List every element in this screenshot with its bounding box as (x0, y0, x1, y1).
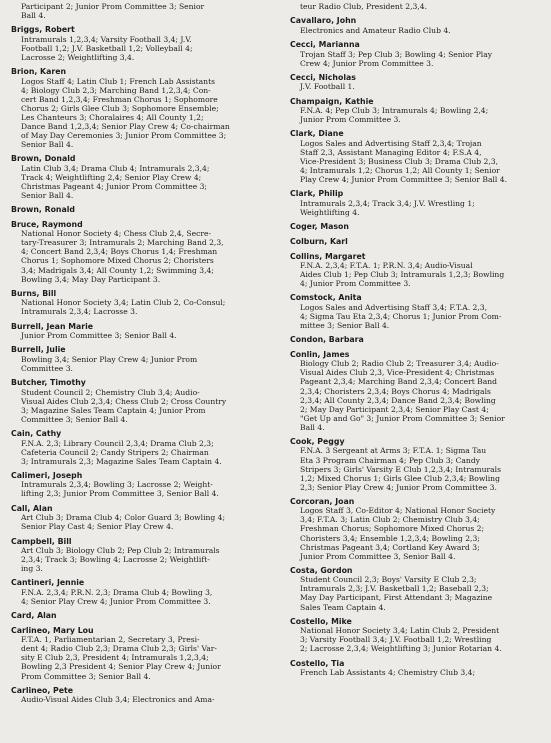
senior-name: Costa, Gordon (290, 565, 353, 575)
senior-entry (290, 129, 546, 184)
senior-activities: F.N.A. 2,3; Library Council 2,3,4; Drama Club 2,3; Cafeteria Council 2; Candy Stripers 2; Chairman 3; Intramurals 2,3; Magazine Sales Team Captain 4. (21, 438, 222, 466)
senior-entry (11, 537, 279, 574)
senior-activities: Art Club 3; Biology Club 2; Pep Club 2; Intramurals 2,3,4; Track 3; Bowling 4; Lacrosse 2; Weightlift- ing 3. (21, 545, 220, 574)
senior-name: Cavallaro, John (290, 16, 357, 26)
senior-entry (290, 437, 546, 492)
senior-entry (290, 566, 546, 612)
senior-entry (11, 471, 279, 499)
senior-entry (290, 252, 546, 289)
senior-activities: Logos Sales and Advertising Staff 3,4; F.T.A. 2,3, 4; Sigma Tau Eta 2,3,4; Chorus 1; Junior Prom Com- mittee 3; Senior Ball 4. (300, 302, 502, 330)
senior-activities: National Honor Society 3,4; Latin Club 2, President 3; Varsity Football 3,4; J.V. Football 1,2; Wrestling 2; Lacrosse 2,3,4; Weightlifting 3; Junior Rotarian 4. (300, 626, 502, 654)
senior-activities: Student Council 2; Chemistry Club 3,4; Audio- Visual Aides Club 2,3,4; Chess Club 2; Cross Country 3; Magazine Sales Team Captain 4; Junior Prom Committee 3; Senior Ball 4. (21, 387, 227, 424)
senior-entry (11, 205, 279, 214)
senior-entry (290, 659, 546, 677)
senior-name: Carlineo, Pete (11, 685, 74, 695)
senior-entry (290, 335, 546, 344)
senior-name: Card, Alan (11, 611, 57, 621)
senior-name: Brown, Ronald (11, 205, 76, 215)
senior-activities: Junior Prom Committee 3; Senior Ball 4. (21, 331, 177, 341)
senior-entry (290, 16, 546, 34)
senior-name: Comstock, Anita (290, 293, 362, 303)
senior-entry (290, 497, 546, 561)
senior-entry (290, 189, 546, 217)
senior-name: Burns, Bill (11, 288, 57, 298)
senior-entry (290, 237, 546, 246)
senior-name: Cecci, Marianna (290, 40, 360, 50)
senior-activities: Electronics and Amateur Radio Club 4. (300, 25, 451, 35)
senior-activities: Latin Club 3,4; Drama Club 4; Intramurals 2,3,4; Track 4; Weightlifting 2,4; Senior Play Crew 4; Christmas Pageant 4; Junior Prom Committee 3; Senior Ball 4. (21, 163, 210, 200)
senior-activities: Audio-Visual Aides Club 3,4; Electronics and Ama- (21, 695, 215, 705)
senior-entry (11, 626, 279, 681)
senior-name: Conlin, James (290, 349, 350, 359)
senior-name: Cecci, Nicholas (290, 72, 356, 82)
senior-entry (290, 40, 546, 68)
senior-activities: F.N.A. 4; Pep Club 3; Intramurals 4; Bowling 2,4; Junior Prom Committee 3. (300, 106, 489, 125)
senior-entry (11, 220, 279, 284)
senior-name: Clark, Philip (290, 189, 344, 199)
senior-entry (11, 25, 279, 62)
senior-name: Clark, Diane (290, 129, 344, 139)
senior-activities: National Honor Society 4; Chess Club 2,4, Secre- tary-Treasurer 3; Intramurals 2; Marching Band 2,3, 4; Concert Band 2,3,4; Boys Chorus 1,4; Freshman Chorus 1; Sophomore Mixed Chorus 2; Choristers 3,4; Madrigals 3,4; All County 1,2; Swimming 3,4; Bowling 3,4; May Day Participant 3. (21, 229, 224, 284)
senior-entry (11, 504, 279, 532)
senior-entry (290, 73, 546, 91)
senior-entry (290, 222, 546, 231)
senior-activities: Student Council 2,3; Boys' Varsity E Club 2,3; Intramurals 2,3; J.V. Basketball 1,2; Baseball 2,3; May Day Participant, First Attendant 3; Magazine Sales Team Captain 4. (300, 575, 493, 612)
senior-name: Costello, Mike (290, 616, 352, 626)
senior-entry (11, 378, 279, 424)
senior-name: Cantineri, Jennie (11, 578, 85, 588)
senior-entry (11, 2, 279, 20)
senior-activities: French Lab Assistants 4; Chemistry Club 3,4; (300, 668, 476, 678)
senior-name: Campbell, Bill (11, 536, 72, 546)
senior-name: Cook, Peggy (290, 437, 345, 447)
senior-entry (11, 154, 279, 200)
senior-activities: Intramurals 2,3,4; Bowling 3; Lacrosse 2; Weight- lifting 2,3; Junior Prom Committee 3, Senior Ball 4. (21, 480, 219, 499)
left-column (11, 2, 279, 710)
senior-name: Brion, Karen (11, 67, 67, 77)
senior-name: Coger, Mason (290, 222, 349, 232)
senior-name: Brown, Donald (11, 154, 76, 164)
senior-name: Corcoran, Joan (290, 496, 355, 506)
senior-name: Condon, Barbara (290, 335, 364, 345)
senior-name: Colburn, Karl (290, 236, 348, 246)
senior-activities: teur Radio Club, President 2,3,4. (300, 2, 427, 11)
senior-activities: F.N.A. 2,3,4; P.R.N. 2,3; Drama Club 4; Bowling 3, 4; Senior Play Crew 4; Junior Prom Committee 3. (21, 587, 213, 606)
senior-activities: Participant 2; Junior Prom Committee 3; Senior Ball 4. (21, 2, 205, 21)
senior-name: Burrell, Julie (11, 345, 66, 355)
senior-name: Burrell, Jean Marie (11, 321, 94, 331)
senior-entry (11, 686, 279, 704)
senior-name: Butcher, Timothy (11, 378, 86, 388)
senior-name: Calimeri, Joseph (11, 470, 83, 480)
senior-name: Call, Alan (11, 503, 53, 513)
senior-name: Briggs, Robert (11, 25, 75, 35)
senior-entry (11, 289, 279, 317)
senior-entry (290, 350, 546, 432)
senior-name: Carlineo, Mary Lou (11, 625, 94, 635)
senior-activities: F.N.A. 3 Sergeant at Arms 3; F.T.A. 1; Sigma Tau Eta 3 Program Chairman 4; Pep Club 3; Candy Stripers 3; Girls' Varsity E Club 1,2,3,4; Intramurals 1,2; Mixed Chorus 1; Girls Glee Club 2,3,4; Bowling 2,3; Senior Play Crew 4; Junior Prom Committee 3. (300, 446, 501, 492)
senior-activities: Intramurals 2,3,4; Track 3,4; J.V. Wrestling 1; Weightlifting 4. (300, 198, 475, 217)
senior-entry (11, 345, 279, 373)
senior-name: Costello, Tia (290, 658, 345, 668)
senior-activities: Logos Staff 4; Latin Club 1; French Lab Assistants 4; Biology Club 2,3; Marching Band 1,2,3,4; Con- cert Band 1,2,3,4; Freshman Chorus 1; Sophomore Chorus 2; Girls Glee Club 3; Sophomore Ensemble; Les Chanteurs 3; Choralaires 4; All County 1,2; Dance Band 1,2,3,4; Senior Play Crew 4; Co-chairman of May Day Ceremonies 3; Junior Prom Committee 3; Senior Ball 4. (21, 76, 230, 149)
senior-activities: Logos Sales and Advertising Staff 2,3,4; Trojan Staff 2,3, Assistant Managing Editor 4; F.S.A 4, Vice-President 3; Business Club 3; Drama Club 2,3, 4; Intramurals 1,2; Chorus 1,2; All County 1; Senior Play Crew 4; Junior Prom Committee 3; Senior Ball 4. (300, 138, 507, 185)
senior-activities: J.V. Football 1. (300, 82, 355, 92)
senior-name: Champaign, Kathie (290, 96, 374, 106)
senior-activities: Bowling 3,4; Senior Play Crew 4; Junior Prom Committee 3. (21, 354, 198, 373)
senior-name: Bruce, Raymond (11, 219, 83, 229)
senior-entry (11, 578, 279, 606)
senior-entry (11, 611, 279, 620)
senior-activities: National Honor Society 3,4; Latin Club 2, Co-Consul; Intramurals 2,3,4; Lacrosse 3. (21, 298, 226, 317)
senior-activities: Intramurals 1,2,3,4; Varsity Football 3,4; J.V. Football 1,2; J.V. Basketball 1,2; Volleyball 4; Lacrosse 2; Weightlifting 3,4. (21, 34, 193, 62)
senior-entry (290, 2, 546, 11)
senior-entry (290, 293, 546, 330)
senior-entry (11, 67, 279, 149)
senior-activities: F.N.A. 2,3,4; F.T.A. 1; P.R.N. 3,4; Audio-Visual Aides Club 1; Pep Club 3; Intramurals 1,2,3; Bowling 4; Junior Prom Committee 3. (300, 260, 505, 289)
senior-entry (290, 97, 546, 125)
senior-activities: F.T.A. 1, Parliamentarian 2, Secretary 3, Presi- dent 4; Radio Club 2,3; Drama Club 2,3; Girls' Var- sity E Club 2,3, President 4; Intramurals 1,2,3,4; Bowling 2,3 President 4; Senior Play Crew 4; Junior Prom Committee 3; Senior Ball 4. (21, 635, 221, 681)
senior-activities: Biology Club 2; Radio Club 2; Treasurer 3,4; Audio- Visual Aides Club 2,3, Vice-President 4; Christmas Pageant 2,3,4; Marching Band 2,3,4; Concert Band 2,3,4; Choristers 2,3,4; Boys Chorus 4; Madrigals 2,3,4; All County 2,3,4; Dance Band 2,3,4; Bowling 2; May Day Participant 2,3,4; Senior Play Cast 4; "Get Up and Go" 3; Junior Prom Committee 3; Senior Ball 4. (300, 359, 505, 432)
senior-activities: Trojan Staff 3; Pep Club 3; Bowling 4; Senior Play Crew 4; Junior Prom Committee 3. (300, 49, 493, 68)
senior-name: Collins, Margaret (290, 251, 366, 261)
senior-activities: Logos Staff 3, Co-Editor 4; National Honor Society 3,4; F.T.A. 3; Latin Club 2; Chemistry Club 3,4; Freshman Chorus; Sophomore Mixed Chorus 2; Choristers 3,4; Ensemble 1,2,3,4; Bowling 2,3; Christmas Pageant 3,4; Cortland Key Award 3; Junior Prom Committee 3, Senior Ball 4. (300, 506, 496, 561)
senior-activities: Art Club 3; Drama Club 4; Color Guard 3; Bowling 4; Senior Play Cast 4; Senior Play Crew 4. (21, 513, 226, 532)
senior-entry (11, 429, 279, 466)
right-column (290, 2, 546, 682)
senior-entry (11, 322, 279, 340)
senior-entry (290, 617, 546, 654)
senior-name: Cain, Cathy (11, 429, 62, 439)
